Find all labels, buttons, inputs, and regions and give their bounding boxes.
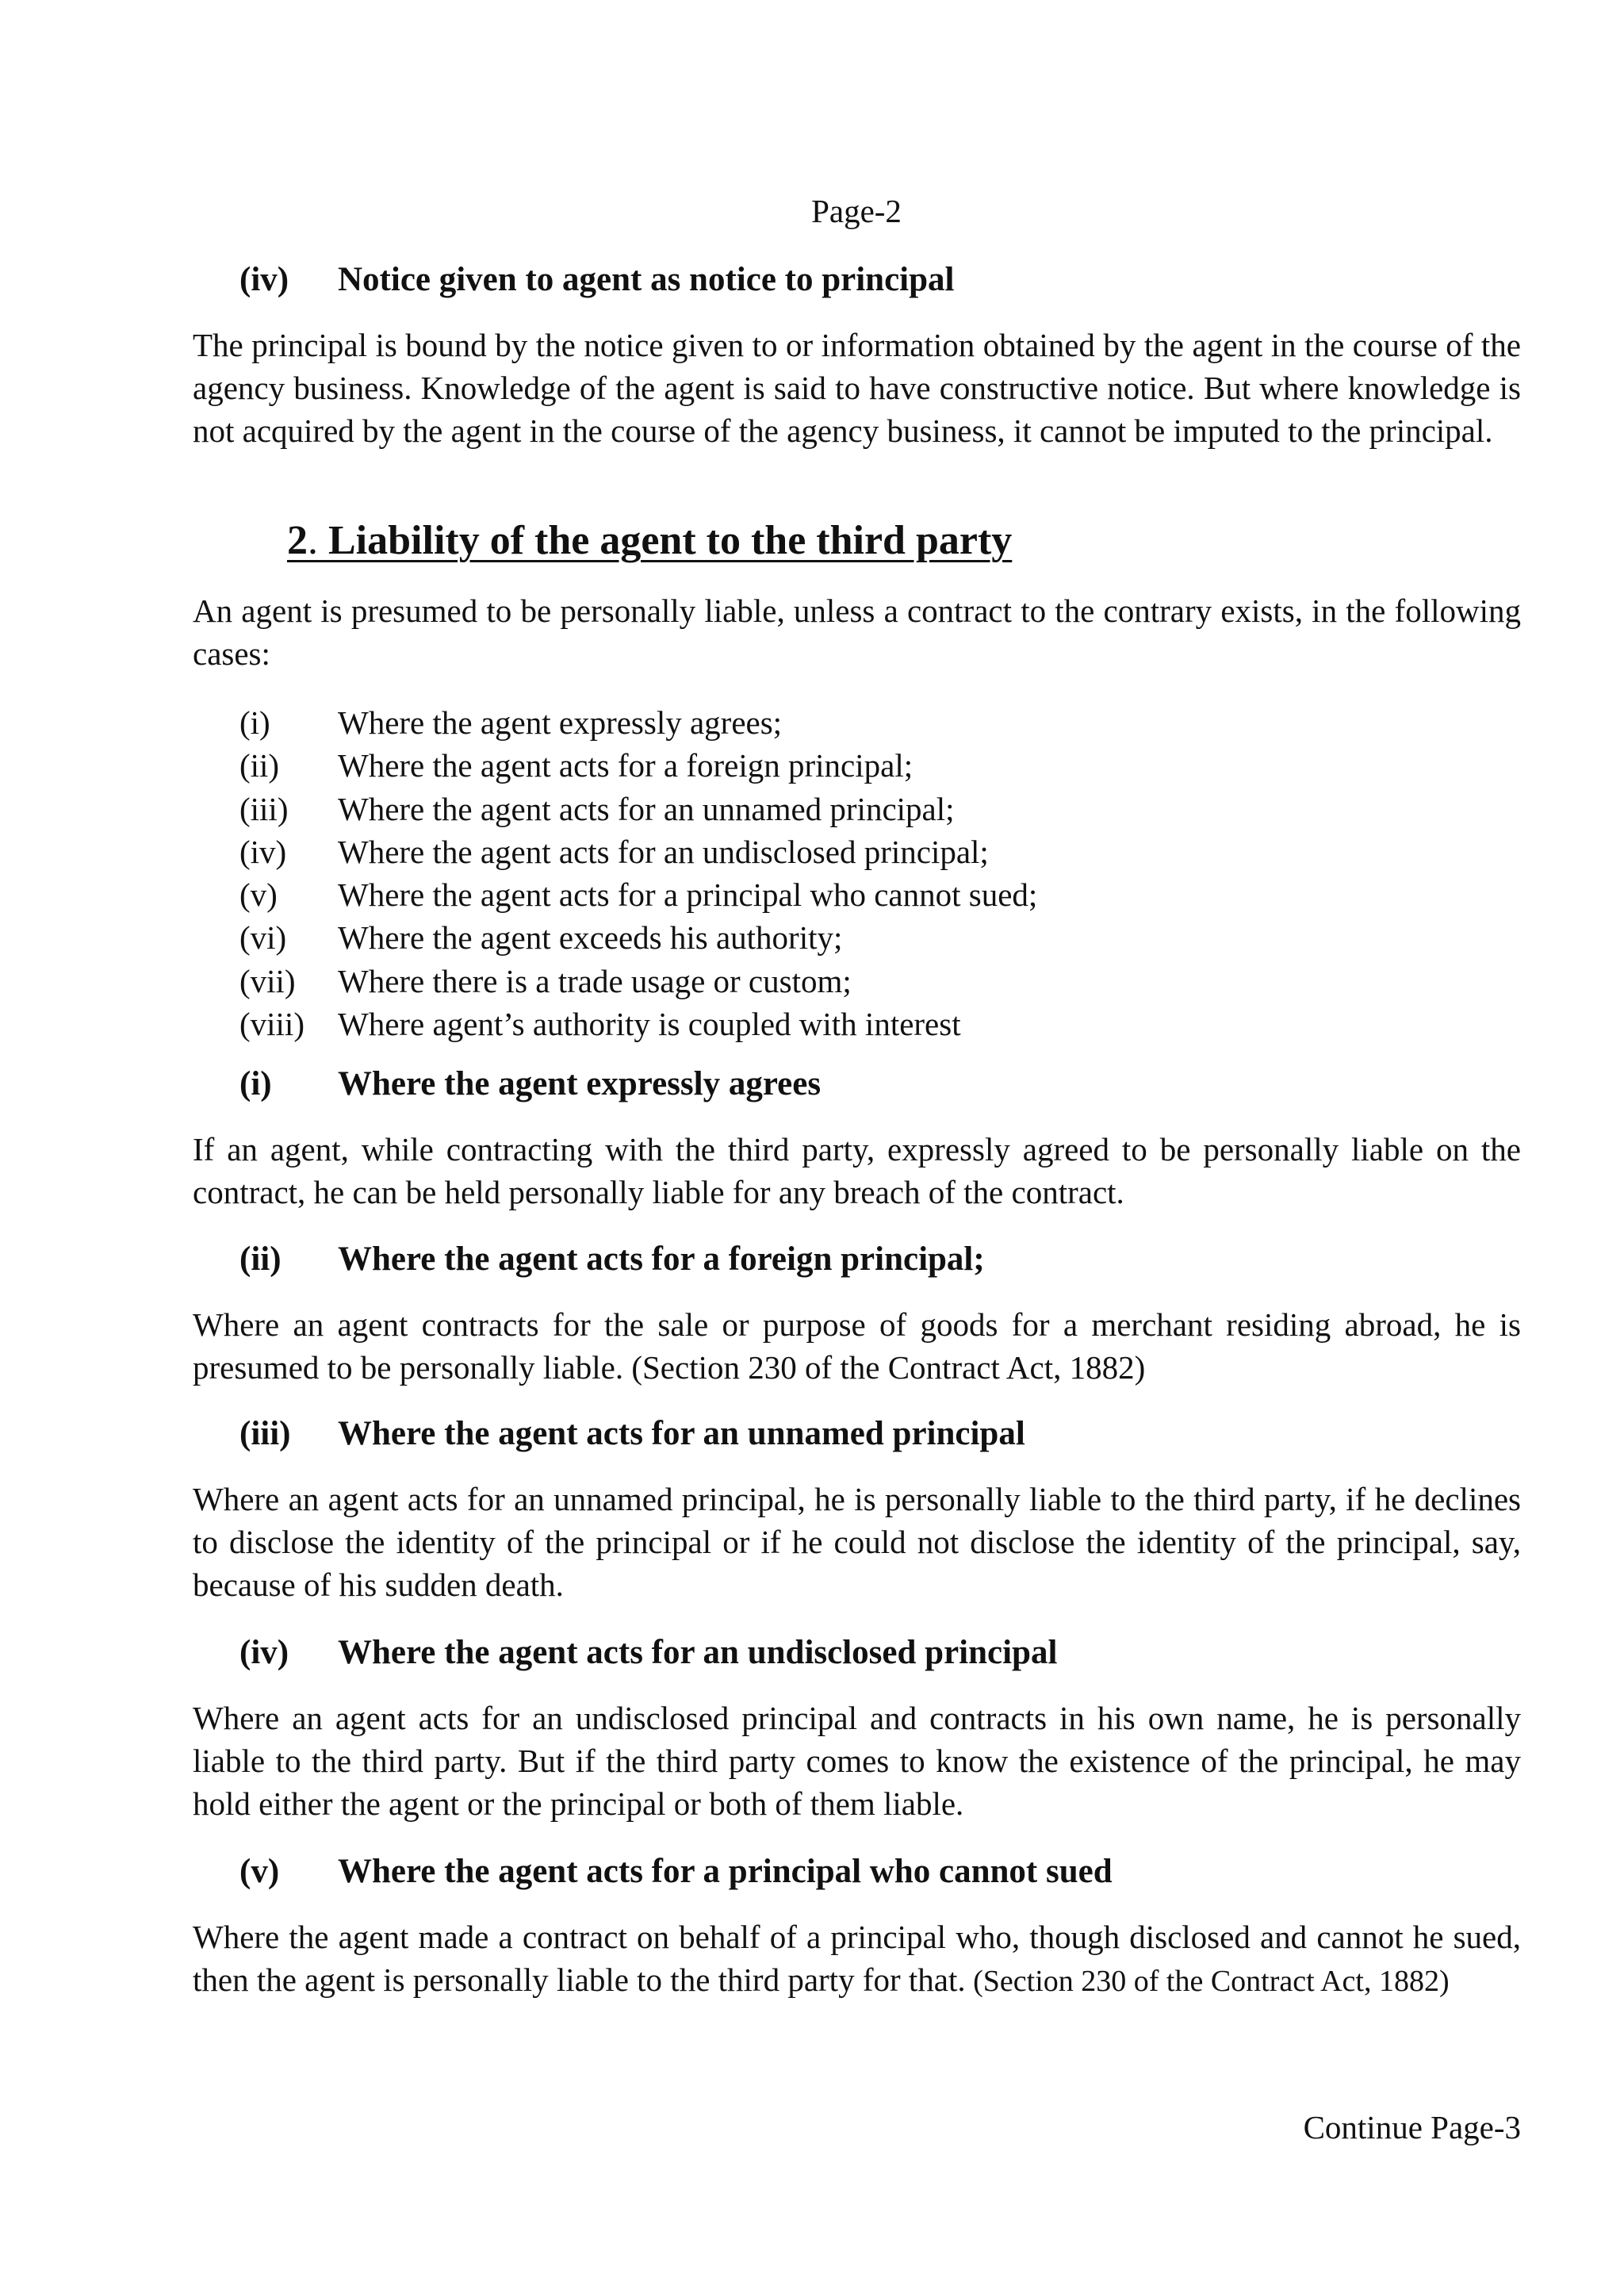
- list-item-text: Where the agent acts for an undisclosed principal;: [338, 833, 989, 870]
- list-item: [239, 701, 1037, 744]
- cases-list: [239, 701, 1037, 1045]
- page-number: Page-2: [811, 193, 902, 229]
- paragraph-text: Where an agent contracts for the sale or purpose of goods for a merchant residing abroad, he is presumed to be personally liable. (Section 230 of the Contract Act, 1882): [193, 1306, 1521, 1386]
- list-item-text: Where there is a trade usage or custom;: [338, 962, 852, 999]
- list-item-number: (iv): [239, 833, 287, 870]
- subheading-title: Where the agent acts for an undisclosed principal: [338, 1634, 1058, 1671]
- subheading-title: Where the agent acts for an unnamed principal: [338, 1415, 1025, 1452]
- list-item-number: (iii): [239, 790, 289, 827]
- paragraph-foreign-principal: [193, 1303, 1521, 1389]
- subheading-number: (v): [239, 1853, 280, 1890]
- paragraph-text: An agent is presumed to be personally liable, unless a contract to the contrary exists, in the following cases:: [193, 592, 1521, 672]
- subheading-title: Where the agent expressly agrees: [338, 1065, 822, 1102]
- subheading-undisclosed-principal: [239, 1633, 1057, 1672]
- list-item-number: (v): [239, 876, 278, 914]
- paragraph-text: [193, 1915, 1521, 2003]
- paragraph-expressly-agrees: [193, 1128, 1521, 1214]
- list-item-text: Where the agent expressly agrees;: [338, 704, 783, 741]
- continue-label: Continue Page-3: [1303, 2109, 1521, 2145]
- list-item: [239, 873, 1037, 916]
- paragraph-cannot-sued: [193, 1915, 1521, 2003]
- list-item: [239, 960, 1037, 1003]
- subheading-title: Where the agent acts for a foreign principal;: [338, 1240, 985, 1278]
- list-item-number: (vi): [239, 919, 287, 957]
- list-item-number: (vii): [239, 962, 296, 999]
- list-item-text: Where the agent acts for an unnamed principal;: [338, 790, 955, 827]
- list-item: [239, 788, 1037, 830]
- list-item-text: Where the agent acts for a principal who cannot sued;: [338, 876, 1038, 914]
- subheading-title: Where the agent acts for a principal who cannot sued: [338, 1853, 1113, 1890]
- paragraph-text: If an agent, while contracting with the third party, expressly agreed to be personally liable on the contract, he can be held personally liable for any breach of the contract.: [193, 1131, 1521, 1210]
- section-number: 2: [287, 518, 308, 563]
- paragraph-text: The principal is bound by the notice given to or information obtained by the agent in the course of the agency business. Knowledge of the agent is said to have constructive notice. But where knowledge is not acquired by the agent in the course of the agency business, it cannot be imputed to the principal.: [193, 327, 1521, 449]
- subheading-number: (ii): [239, 1240, 282, 1278]
- subheading-cannot-sued: [239, 1852, 1113, 1891]
- citation: (Section 230 of the Contract Act, 1882): [965, 1965, 1450, 1998]
- list-item-number: (ii): [239, 747, 280, 784]
- paragraph-undisclosed-principal: [193, 1697, 1521, 1825]
- paragraph-text: Where an agent acts for an unnamed principal, he is personally liable to the third party, if he declines to disclose the identity of the principal or if he could not disclose the identity of the principal, say, because of his sudden death.: [193, 1481, 1521, 1603]
- paragraph-notice: [193, 324, 1521, 452]
- paragraph-body: Where the agent made a contract on behalf of a principal who, though disclosed and cannot he sued, then the agent is personally liable to the third party for that.: [193, 1919, 1521, 1998]
- paragraph-intro: [193, 589, 1521, 675]
- subheading-number: (iii): [239, 1415, 291, 1452]
- list-item-text: Where agent’s authority is coupled with interest: [338, 1006, 961, 1043]
- section-heading: [287, 517, 1012, 564]
- subheading-number: (i): [239, 1065, 272, 1102]
- list-item: [239, 916, 1037, 959]
- list-item-text: Where the agent acts for a foreign principal;: [338, 747, 914, 784]
- list-item-number: (viii): [239, 1006, 304, 1043]
- list-item: [239, 830, 1037, 873]
- list-item: [239, 744, 1037, 787]
- paragraph-text: Where an agent acts for an undisclosed principal and contracts in his own name, he is personally liable to the third party. But if the third party comes to know the existence of the principal, he may hold either the agent or the principal or both of them liable.: [193, 1700, 1521, 1822]
- list-item: [239, 1003, 1037, 1045]
- subheading-foreign-principal: [239, 1240, 985, 1279]
- subheading-number: (iv): [239, 261, 289, 298]
- list-item-text: Where the agent exceeds his authority;: [338, 919, 843, 957]
- subheading-expressly-agrees: [239, 1064, 821, 1103]
- subheading-title: Notice given to agent as notice to principal: [338, 261, 955, 298]
- subheading-notice: [239, 260, 955, 299]
- subheading-unnamed-principal: [239, 1414, 1025, 1453]
- section-number-separator: .: [308, 518, 318, 563]
- subheading-number: (iv): [239, 1634, 289, 1671]
- list-item-number: (i): [239, 704, 270, 741]
- section-title: Liability of the agent to the third party: [318, 518, 1013, 563]
- paragraph-unnamed-principal: [193, 1478, 1521, 1606]
